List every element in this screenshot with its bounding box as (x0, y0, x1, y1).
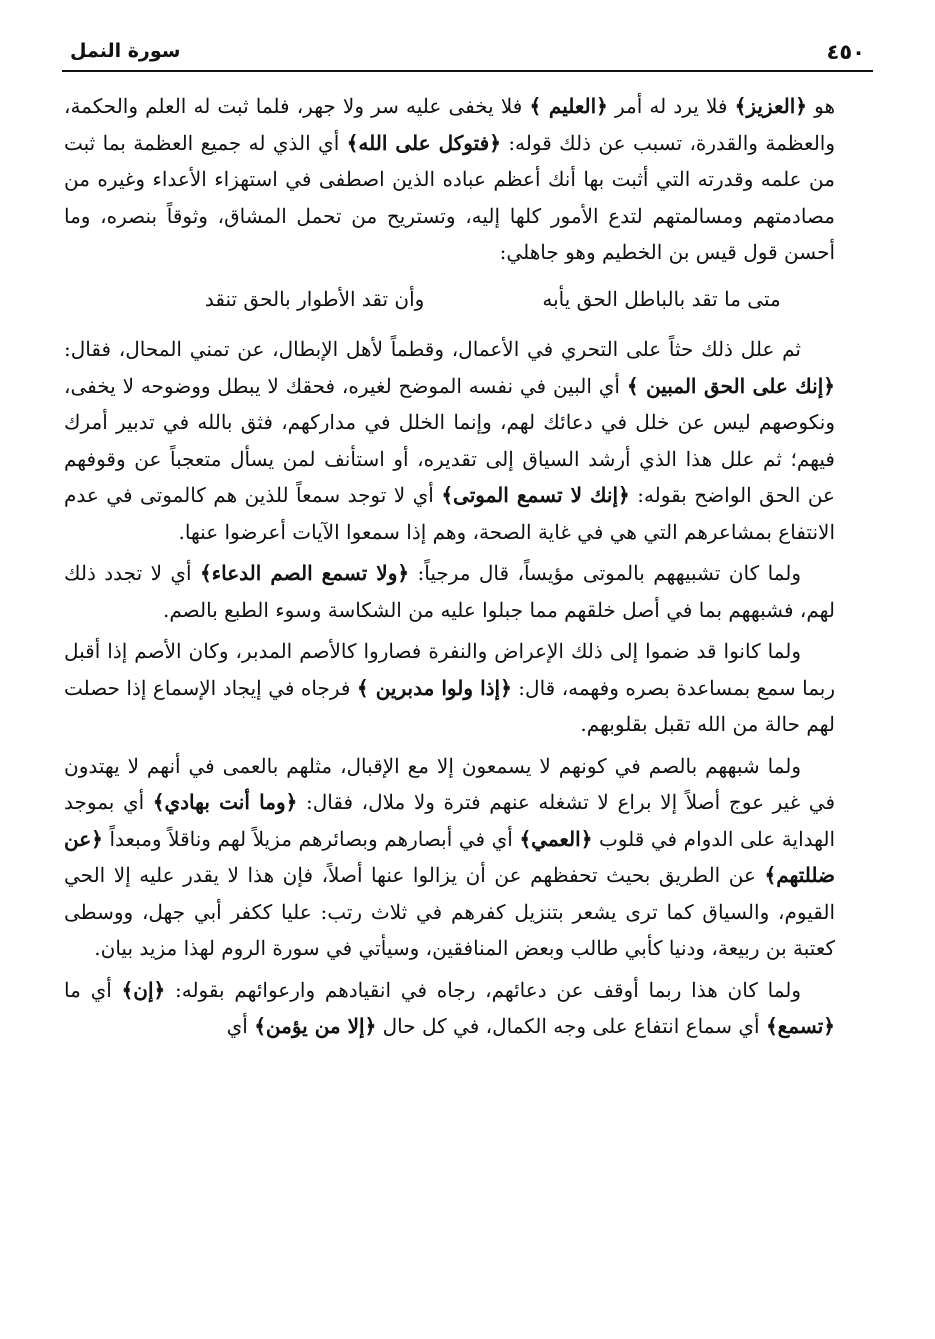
text-run: أي (226, 1014, 255, 1038)
quran-quote: ﴿فتوكل على الله﴾ (346, 130, 501, 155)
verse-second-hemistich: وأن تقد الأطوار بالحق تنقد (204, 286, 425, 311)
quran-quote: ﴿إذا ولوا مدبرين ﴾ (356, 675, 512, 700)
quran-quote: ﴿إن﴾ (121, 977, 166, 1002)
paragraph (64, 331, 835, 550)
quran-quote: ﴿إلا من يؤمن﴾ (254, 1014, 377, 1038)
paragraph (64, 88, 835, 271)
quran-quote: ﴿العليم ﴾ (529, 94, 608, 118)
page-number: ٤٥٠ (826, 40, 865, 64)
text-run: أي لا تجدد ذلك لهم، فشبههم بما في أصل خلقهم مما جبلوا عليه من الشكاسة وسوء الطبع بالصم. (64, 561, 835, 622)
paragraph (64, 633, 835, 743)
text-run: أي ما (64, 977, 122, 1002)
text-run: فلا يرد له أمر (607, 94, 735, 118)
text-run: عن الطريق بحيث تحفظهم عن أن يزالوا عنها أصلاً، فإن هذا لا يقدر عليه إلا الحي القيوم، والسياق كما ترى يشعر بتنزيل كفرهم في ثلاث رتب: عليا ككفر أبي جهل، ووسطى كعتبة بن ربيعة، ودنيا كأبي طالب وبعض المنافقين، وسيأتي في سورة الروم لهذا مزيد بيان. (64, 863, 835, 960)
quran-quote: ﴿العزيز﴾ (734, 94, 807, 118)
text-run: فرجاه في إيجاد الإسماع إذا حصلت لهم حالة من الله تقبل بقلوبهم. (64, 675, 835, 736)
text-run: ولما كانوا قد ضموا إلى ذلك الإعراض والنفرة فصاروا كالأصم المدبر، وكان الأصم إذا أقبل ربما سمع بمساعدة بصره وفهمه، قال: (64, 639, 835, 700)
text-run: أي بموجد الهداية على الدوام في قلوب (64, 790, 835, 851)
quran-quote: ﴿إنك لا تسمع الموتى﴾ (441, 483, 630, 507)
text-run: ثم علل ذلك حثاً على التحري في الأعمال، وقطماً لأهل الإبطال، عن تمني المحال، فقال: (64, 337, 801, 361)
surah-title: سورة النمل (70, 40, 181, 62)
text-run: فلا يخفى عليه سر ولا جهر، فلما ثبت له العلم والحكمة، والعظمة والقدرة، تسبب عن ذلك قوله: (64, 94, 835, 155)
paragraph (64, 748, 835, 967)
text-run: أي لا توجد سمعاً للذين هم كالموتى في عدم الانتفاع بمشاعرهم التي هي في غاية الصحة، وهم إذا سمعوا الآيات أعرضوا عنها. (64, 483, 835, 544)
quran-quote: ﴿إنك على الحق المبين ﴾ (626, 373, 836, 398)
paragraph (64, 972, 835, 1045)
quran-quote: ﴿عن ضللتهم﴾ (64, 826, 835, 887)
text-run: هو (807, 94, 835, 118)
text-run: أي في أبصارهم وبصائرهم مزيلاً لهم وناقلاً ومبعداً (102, 826, 520, 851)
text-run: أي سماع انتفاع على وجه الكمال، في كل حال (376, 1014, 766, 1038)
page-header (62, 34, 873, 72)
quran-quote: ﴿ولا تسمع الصم الدعاء﴾ (200, 561, 410, 585)
paragraph (64, 555, 835, 628)
text-run: أي البين في نفسه الموضح لغيره، فحقك لا يبطل ووضوحه لا يخفى، ونكوصهم ليس عن خلل في دعائك لهم، وإنما الخلل في مداركهم، فثق بالله في تدبير أمرك فيهم؛ ثم علل هذا الذي أرشد السياق إلى تقديره، أو استأنف لمن يسأل متعجباً عن وقوفهم عن الحق الواضح بقوله: (64, 373, 835, 507)
poetry-verse (64, 281, 835, 318)
text-run: ولما كان تشبيههم بالموتى مؤيساً، قال مرجياً: (409, 561, 801, 585)
text-run: أي الذي له جميع العظمة بما ثبت من علمه وقدرته التي أثبت بها أنك أعظم عباده الذين اصطفى في استهزاء الأعداء وغيره من مصادمتهم ومسالمتهم لتدع الأمور كلها إليه، وتستريح من تحمل المشاق، وثوقاً بنصره، وما أحسن قول قيس بن الخطيم وهو جاهلي: (64, 130, 835, 264)
text-run: ولما شبههم بالصم في كونهم لا يسمعون إلا مع الإقبال، مثلهم بالعمى في أنهم لا يهتدون في غير عوج أصلاً إلا براع لا تشغله عنهم فترة ولا ملال، فقال: (64, 753, 836, 814)
quran-quote: ﴿تسمع﴾ (765, 1014, 835, 1038)
text-run: ولما كان هذا ربما أوقف عن دعائهم، رجاه في انقيادهم وارعوائهم بقوله: (165, 977, 802, 1002)
verse-first-hemistich: متى ما تقد بالباطل الحق يأبه (542, 286, 781, 311)
quran-quote: ﴿العمي﴾ (519, 826, 593, 851)
body-text (64, 88, 835, 1050)
quran-quote: ﴿وما أنت بهادي﴾ (152, 790, 298, 814)
